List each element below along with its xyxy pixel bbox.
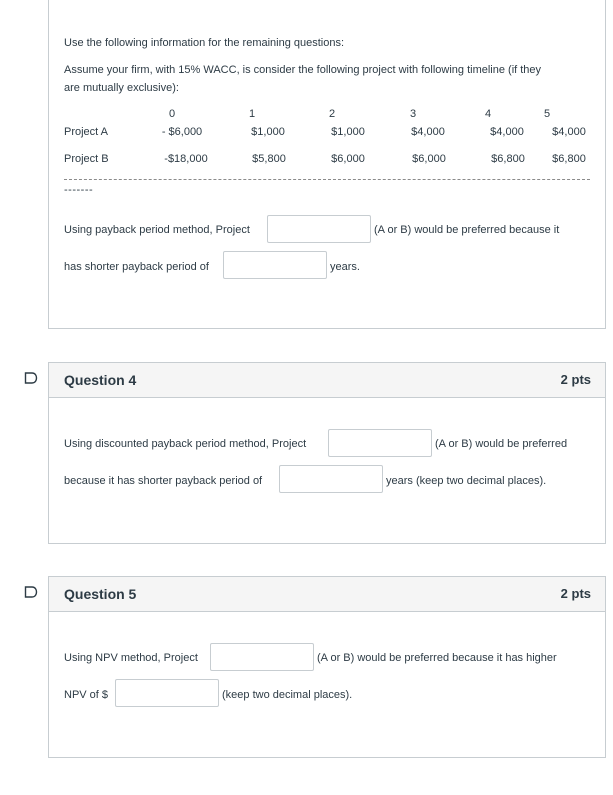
flag-question-icon[interactable] [24,586,38,598]
q5-text-2: (A or B) would be preferred because it has higher [317,652,557,664]
q3-text-2: (A or B) would be preferred because it [374,224,560,236]
table-cell: $6,000 [331,153,365,165]
period-header: 4 [484,108,492,120]
q5-npv-input[interactable] [115,679,219,707]
question-5-header [49,577,605,612]
table-cell: - $6,000 [161,126,203,138]
question-4-points: 2 pts [560,372,591,387]
table-cell: $4,000 [552,126,586,138]
q3-text-4: years. [330,261,360,273]
q3-text-3: has shorter payback period of [64,261,209,273]
q4-text-2: (A or B) would be preferred [435,438,568,450]
q5-text-1: Using NPV method, Project [64,652,198,664]
question-4-title: Question 4 [64,372,137,388]
q5-text-4: (keep two decimal places). [222,689,353,701]
q5-project-input[interactable] [210,643,314,671]
q3-payback-input[interactable] [223,251,327,279]
row-label-project-b: Project B [64,153,109,165]
flag-question-icon[interactable] [24,372,38,384]
question-5-points: 2 pts [560,586,591,601]
table-cell: -$18,000 [164,153,208,165]
question-5-box [48,576,606,758]
table-divider [64,179,590,180]
q4-text-1: Using discounted payback period method, Project [64,438,307,450]
table-cell: $6,800 [491,153,525,165]
question-5-title: Question 5 [64,586,137,602]
table-cell: $4,000 [411,126,445,138]
q4-text-4: years (keep two decimal places). [386,475,547,487]
period-header: 2 [328,108,336,120]
q3-project-input[interactable] [267,215,371,243]
period-header: 5 [543,108,551,120]
q4-project-input[interactable] [328,429,432,457]
table-cell: $6,000 [412,153,446,165]
period-header: 3 [409,108,417,120]
table-cell: $1,000 [251,126,285,138]
intro-line-2b: are mutually exclusive): [64,82,179,94]
table-cell: $4,000 [490,126,524,138]
table-cell: $5,800 [252,153,286,165]
q3-text-1: Using payback period method, Project [64,224,250,236]
q5-text-3: NPV of $ [64,689,109,701]
period-header: 1 [248,108,256,120]
row-label-project-a: Project A [64,126,109,138]
question-4-box [48,362,606,544]
q4-payback-input[interactable] [279,465,383,493]
intro-line-2a: Assume your firm, with 15% WACC, is consider the following project with following timeline (if they [64,64,542,76]
table-cell: $1,000 [331,126,365,138]
period-header: 0 [168,108,176,120]
question-4-header [49,363,605,398]
q4-text-3: because it has shorter payback period of [64,475,263,487]
intro-line-1: Use the following information for the remaining questions: [64,37,345,49]
table-dashes: ------- [64,184,94,196]
table-cell: $6,800 [552,153,586,165]
